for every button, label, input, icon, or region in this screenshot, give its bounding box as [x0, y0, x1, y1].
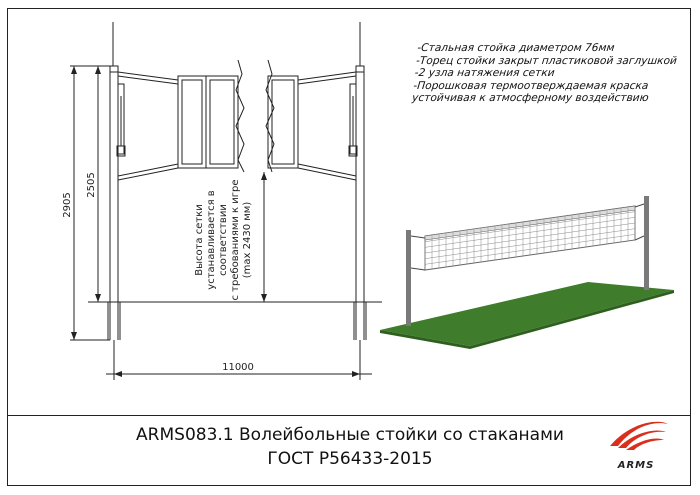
- spec-notes: [411, 42, 688, 105]
- net-panel-left2-inner: [210, 80, 234, 164]
- cable-left-top2: [118, 76, 178, 84]
- isometric-illustration: [380, 196, 674, 349]
- spec-note-4: -Порошковая термоотверждаемая краска: [412, 79, 650, 92]
- spec-note-1: -Стальная стойка диаметром 76мм: [416, 42, 616, 54]
- logo-text: ARMS: [617, 460, 655, 471]
- logo-swoosh-1: [610, 422, 668, 446]
- right-post-cap: [356, 66, 364, 72]
- net-panel-left2-outer: [206, 76, 238, 168]
- iso-cable-left-bottom: [411, 268, 425, 270]
- arrow-2905-bottom: [71, 332, 77, 340]
- title-line-1: ARMS083.1 Волейбольные стойки со стаканами: [136, 425, 564, 445]
- arrow-net-top: [261, 172, 267, 180]
- net-height-note: [194, 179, 253, 300]
- iso-post-left: [406, 230, 411, 326]
- net-note-line-2: устанавливается в: [206, 190, 217, 290]
- arrow-11000-left: [114, 371, 122, 377]
- net-note-line-3: соответствии: [218, 204, 229, 276]
- left-post-cap: [110, 66, 118, 72]
- net-note-line-5: (max 2430 мм): [242, 201, 253, 279]
- iso-cable-left-top: [411, 236, 425, 238]
- cable-right-top2: [298, 76, 356, 84]
- break-line-left: [236, 60, 244, 172]
- arrow-2505-top: [95, 66, 101, 74]
- break-line-right: [266, 60, 274, 172]
- iso-cable-right-top: [635, 204, 644, 207]
- spec-note-2: -Торец стойки закрыт пластиковой заглушкой: [415, 54, 678, 67]
- title-line-2: ГОСТ Р56433-2015: [267, 449, 433, 469]
- iso-post-right: [644, 196, 649, 290]
- dim-text-2905: 2905: [62, 192, 73, 218]
- dim-text-11000: 11000: [222, 362, 254, 373]
- dim-text-2505: 2505: [86, 172, 97, 198]
- arrow-2505-bottom: [95, 294, 101, 302]
- arms-logo: [610, 422, 668, 471]
- iso-cable-right-bottom: [635, 236, 644, 240]
- spec-note-3: -2 узла натяжения сетки: [414, 67, 556, 80]
- net-panel-right-inner: [272, 80, 294, 164]
- arrow-2905-top: [71, 66, 77, 74]
- arrow-11000-right: [352, 371, 360, 377]
- net-note-line-1: Высота сетки: [194, 204, 205, 276]
- cable-left-top: [118, 72, 178, 80]
- net-panel-left-inner: [182, 80, 202, 164]
- spec-note-5: устойчивая к атмосферному воздействию: [411, 92, 650, 105]
- net-note-line-4: с требованиями к игре: [230, 179, 241, 301]
- arrow-net-bottom: [261, 294, 267, 302]
- cable-right-top: [298, 72, 356, 80]
- grass-pad: [380, 282, 674, 346]
